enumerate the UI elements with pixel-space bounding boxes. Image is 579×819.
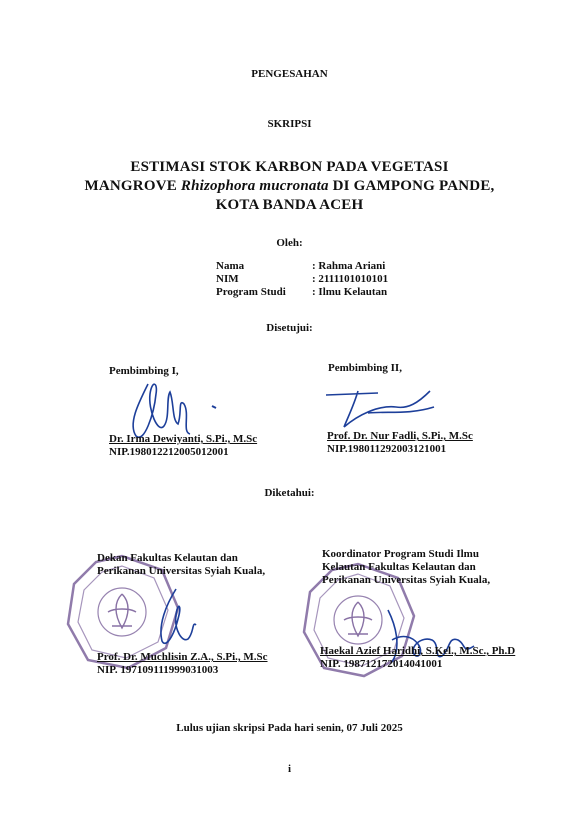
- coordinator-info: [320, 645, 515, 671]
- coordinator-nip: NIP. 198712172014041001: [320, 658, 443, 670]
- title-line-1: ESTIMASI STOK KARBON PADA VEGETASI: [130, 159, 449, 175]
- page-heading: PENGESAHAN: [251, 68, 328, 80]
- page-number: i: [287, 763, 292, 775]
- supervisor-2-name: Prof. Dr. Nur Fadli, S.Pi., M.Sc: [327, 430, 473, 442]
- dean-nip: NIP. 197109111999031003: [97, 664, 219, 676]
- supervisor-1-role: Pembimbing I,: [109, 365, 179, 377]
- dean-info: [97, 651, 268, 677]
- supervisor-2-signature: [318, 385, 448, 435]
- author-row-nim: NIM : 2111101010101: [216, 273, 389, 285]
- thesis-title: [0, 158, 579, 215]
- supervisor-2-nip: NIP.198011292003121001: [327, 443, 447, 455]
- exam-note: Lulus ujian skripsi Pada hari senin, 07 Juli 2025: [176, 722, 403, 734]
- author-row-program: Program Studi : Ilmu Kelautan: [216, 286, 388, 298]
- supervisor-1-name: Dr. Irma Dewiyanti, S.Pi., M.Sc: [109, 433, 258, 445]
- supervisor-2-role: Pembimbing II,: [328, 362, 402, 374]
- dean-signature: [148, 585, 208, 655]
- supervisor-1-info: [109, 433, 257, 459]
- supervisor-1-nip: NIP.198012212005012001: [109, 446, 229, 458]
- species-name: Rhizophora mucronata: [180, 178, 329, 194]
- document-type: SKRIPSI: [267, 118, 312, 130]
- title-line-2: MANGROVE Rhizophora mucronata DI GAMPONG PANDE,: [84, 178, 495, 194]
- author-info: [216, 260, 388, 299]
- dean-role: Dekan Fakultas Kelautan dan Perikanan Universitas Syiah Kuala,: [97, 552, 266, 577]
- supervisor-2-info: [327, 430, 473, 456]
- author-row-name: Nama : Rahma Ariani: [216, 260, 386, 272]
- acknowledged-label: Diketahui:: [264, 487, 315, 499]
- title-line-3: KOTA BANDA ACEH: [215, 197, 364, 213]
- coordinator-name: Haekal Azief Haridhi, S.Kel., M.Sc., Ph.D: [320, 645, 516, 657]
- approved-label: Disetujui:: [266, 322, 313, 334]
- author-label: Oleh:: [276, 237, 303, 249]
- dean-name: Prof. Dr. Muchlisin Z.A., S.Pi., M.Sc: [97, 651, 268, 663]
- coordinator-role: Koordinator Program Studi Ilmu Kelautan Fakultas Kelautan dan Perikanan Universitas Syiah Kuala,: [322, 548, 491, 586]
